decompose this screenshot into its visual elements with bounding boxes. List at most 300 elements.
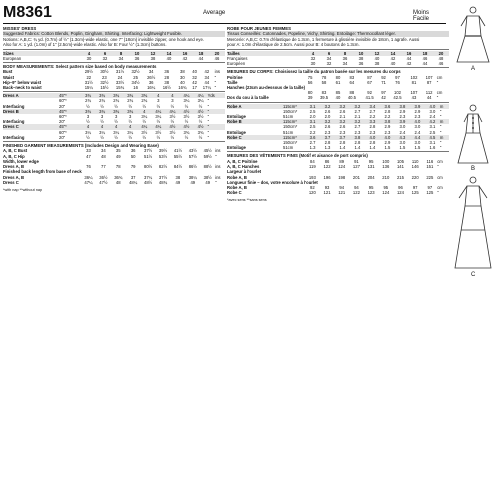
cell-value: 28 <box>164 74 170 80</box>
cell-value: 4.0 <box>380 135 395 140</box>
cell-value: 91 <box>354 158 359 164</box>
cell-value: 4½ <box>165 124 179 129</box>
cell-value: 3.1 <box>429 124 436 130</box>
row-label: Bust <box>3 69 13 75</box>
cell-value: 94 <box>339 184 345 190</box>
row-label: Poitrine <box>227 74 243 80</box>
cell-value: 3 <box>100 114 104 120</box>
cell-value: 2.3 <box>399 114 406 120</box>
cell-value: 105 <box>396 158 404 164</box>
cell-value: 26½ <box>147 74 156 80</box>
cell-value: 4 <box>165 93 179 98</box>
cell-value: 124 <box>338 164 346 170</box>
cell-value: 107 <box>425 74 433 80</box>
cell-value: 53½ <box>158 153 168 159</box>
cell-value: 58 <box>321 79 327 85</box>
cell-value: 64 <box>349 79 355 85</box>
cell-value: 2¾ <box>113 98 120 104</box>
cell-value: 122 <box>323 164 331 170</box>
fabric-width: 51cm <box>283 114 294 120</box>
cell-value: 2.2 <box>309 129 316 135</box>
cell-value: 3¾ <box>197 129 204 135</box>
cell-value: 3 <box>129 114 132 120</box>
unit-label: " <box>439 129 442 135</box>
cell-value: 3¾ <box>123 93 137 98</box>
row-label: Waist <box>3 74 15 80</box>
cell-value: 3.0 <box>429 108 436 114</box>
cell-value: 3.9 <box>395 119 410 124</box>
cell-value: 4.0 <box>425 104 440 109</box>
cell-value: 1.4 <box>339 145 346 151</box>
cell-value: ½ <box>198 103 203 109</box>
cell-value: 4 <box>137 109 151 114</box>
fabric-width: 20" <box>59 134 66 140</box>
cell-value: 93 <box>324 184 330 190</box>
cell-value: 3.8 <box>395 104 410 109</box>
cell-value: 2.4 <box>399 129 406 135</box>
fabric-width: 20" <box>59 119 66 125</box>
unit-label: " <box>207 134 210 140</box>
cell-value: 88½ <box>203 164 212 170</box>
cell-value: 4½ <box>194 124 208 129</box>
cell-value: 59½ <box>203 153 212 159</box>
cell-value: 3.0 <box>414 124 421 130</box>
cell-value: 1.6 <box>429 145 436 151</box>
fabric-width: 60"* <box>59 114 67 120</box>
cell-value: 4¼ <box>165 109 179 114</box>
cell-value: 3.0 <box>399 140 406 146</box>
unit-label: " <box>207 119 210 125</box>
row-label: Robe C <box>227 190 242 196</box>
cell-value: 1.3 <box>309 145 316 151</box>
cell-value: 50 <box>130 153 136 159</box>
finished-measurements-table <box>3 148 225 184</box>
cell-value: ½ <box>170 134 175 140</box>
fabric-width: 150cm* <box>283 108 298 114</box>
cell-value: 3½ <box>141 129 148 135</box>
table-row <box>3 135 225 140</box>
row-label: Entoilage <box>227 114 246 120</box>
cell-value: 35 <box>115 148 121 154</box>
unit-label: cm <box>437 158 443 164</box>
unit-label: cm <box>436 74 443 80</box>
cell-value: 1.3 <box>324 145 331 151</box>
cell-value: 3.2 <box>335 104 350 109</box>
cell-value: 42 <box>192 79 197 85</box>
section-title: MISSES' DRESS <box>3 26 37 31</box>
header <box>3 3 446 24</box>
english-column <box>3 26 225 193</box>
table-row <box>227 145 449 150</box>
cell-value: 2¾ <box>141 98 148 104</box>
cell-value: 2.9 <box>414 108 421 114</box>
cell-value: 2.3 <box>369 129 376 135</box>
cell-value: 3 <box>114 114 118 120</box>
cell-value: 107 <box>410 90 418 96</box>
unit-label: " <box>439 140 442 146</box>
cell-value: ½ <box>86 119 90 125</box>
cell-value: 84 <box>310 158 315 164</box>
body-measurements-title: MESURES DU CORPS: Choisissez la taille du patron basée sur les mesures du corps <box>227 69 401 75</box>
cell-value: 38 <box>175 174 181 180</box>
cell-value: 4 <box>109 124 123 129</box>
cell-value: 102 <box>410 74 418 80</box>
cell-value: 34 <box>148 69 154 75</box>
cell-value: 89 <box>339 158 345 164</box>
fabric-width: 45"* <box>59 93 81 98</box>
cell-value: 94 <box>354 184 359 190</box>
unit-label: cm <box>437 174 443 180</box>
cell-value: 2.7 <box>354 108 361 114</box>
cell-value: ½ <box>128 134 132 140</box>
cell-value: 4½ <box>179 109 193 114</box>
cell-value: 4 <box>151 93 165 98</box>
cell-value: 79 <box>130 164 136 170</box>
cell-value: 77 <box>101 164 106 170</box>
cell-value: ½ <box>184 103 189 109</box>
cell-value: 4.0 <box>410 119 425 124</box>
cell-value: 4 <box>81 124 95 129</box>
row-label: Width, lower edge <box>3 158 39 164</box>
cell-value: 3.8 <box>350 135 365 140</box>
unit-label: ins <box>214 69 221 75</box>
cell-value: 2¾ <box>85 98 91 104</box>
cell-value: 32½ <box>100 79 109 85</box>
cell-value: 3¼ <box>155 114 162 120</box>
cell-value: 4¼ <box>179 93 193 98</box>
unit-label: cm <box>436 90 443 96</box>
cell-value: 3.2 <box>335 119 350 124</box>
cell-value: 92 <box>367 90 372 96</box>
cell-value: 220 <box>411 174 419 180</box>
fabric-width: 115cm* <box>283 135 305 140</box>
cell-value: ½ <box>198 134 203 140</box>
unit-label: " <box>436 95 439 101</box>
unit-label: " <box>439 108 442 114</box>
cell-value: 116 <box>426 158 434 164</box>
cell-value: 84½ <box>173 164 182 170</box>
cell-value: 44 <box>426 95 432 101</box>
cell-value: 2.6 <box>324 108 331 114</box>
row-label: Back–neck to waist <box>3 85 42 91</box>
cell-value: 30½ <box>100 69 109 75</box>
cell-value: 3 <box>171 98 174 104</box>
cell-value: ½ <box>142 119 147 125</box>
finished-measurements-table <box>227 159 449 195</box>
cell-value: 48 <box>115 179 121 185</box>
cell-value: 4.0 <box>365 135 380 140</box>
difficulty-french: Moins Facile <box>413 10 430 22</box>
cell-value: 61 <box>335 79 341 85</box>
cell-value: 38¼ <box>188 174 197 180</box>
cell-value: 76 <box>395 79 400 85</box>
cell-value: 34½ <box>131 79 140 85</box>
cell-value: 16¾ <box>178 85 187 91</box>
unit-label: " <box>207 103 210 109</box>
row-label: Dress C <box>3 124 59 129</box>
row-label: A, B, C Bust <box>3 148 28 154</box>
cell-value: 51½ <box>144 153 153 159</box>
figure-label-b: B <box>471 166 476 172</box>
unit-label: ins <box>215 174 221 180</box>
cell-value: 125 <box>411 190 419 196</box>
cell-value: 2.1 <box>354 114 361 120</box>
cell-value: 3.6 <box>305 135 320 140</box>
cell-value: 42 <box>381 95 386 101</box>
cell-value: 16¼ <box>147 85 156 91</box>
cell-value: 31½ <box>115 69 125 75</box>
cell-value: 3¼ <box>141 114 148 120</box>
cell-value: 4½ <box>179 124 193 129</box>
unit-label: " <box>214 79 217 85</box>
unit-label: m <box>440 135 449 140</box>
yardage-table <box>227 104 449 151</box>
cell-value: 3.1 <box>429 140 436 146</box>
cell-value: 3.8 <box>380 119 395 124</box>
cell-value: 136 <box>382 164 390 170</box>
unit-label: " <box>215 179 217 185</box>
unit-label: m <box>440 119 449 124</box>
fabric-width: 115cm* <box>283 119 305 124</box>
cell-value: 87 <box>367 74 372 80</box>
cell-value: 127 <box>352 164 360 170</box>
difficulty-english: Average <box>203 10 226 16</box>
row-label: Entoilage <box>227 145 246 151</box>
cell-value: 33 <box>86 148 91 154</box>
row-label: Taille <box>227 79 238 85</box>
cell-value: 37½ <box>144 148 153 154</box>
unit-label: " <box>439 124 442 130</box>
row-label: Dress A <box>3 93 59 98</box>
cell-value: 82½ <box>158 164 168 170</box>
cell-value: 38½ <box>203 174 212 180</box>
cell-value: 2.4 <box>429 114 436 120</box>
cell-value: 3¼ <box>127 129 134 135</box>
unit-label: " <box>437 164 439 170</box>
cell-value: 196 <box>323 174 331 180</box>
cell-value: 34 <box>204 74 210 80</box>
cell-value: 110 <box>411 158 419 164</box>
cell-value: 3¾ <box>109 93 123 98</box>
cell-value: 1.4 <box>354 145 361 151</box>
cell-value: 4 <box>95 124 109 129</box>
cell-value: 49 <box>190 179 196 185</box>
cell-value: 45½ <box>203 148 212 154</box>
cell-value: 36¼ <box>84 174 93 180</box>
cell-value: 32½ <box>131 69 140 75</box>
cell-value: ½ <box>100 103 104 109</box>
pattern-code: M8361 <box>3 4 52 21</box>
cell-value: 49 <box>205 179 211 185</box>
cell-value: 100 <box>382 158 390 164</box>
cell-value: ½ <box>184 119 189 125</box>
cell-value: 41½ <box>173 148 182 154</box>
row-label: Interfacing <box>3 134 25 140</box>
cell-value: 2¾ <box>127 98 134 104</box>
cell-value: 48¼ <box>129 179 138 185</box>
cell-value: 36½ <box>99 174 108 180</box>
row-label: Robe C <box>227 135 283 140</box>
unit-label: " <box>439 145 442 151</box>
cell-value: 30 <box>180 74 185 80</box>
cell-value: 2.8 <box>354 140 361 146</box>
cell-value: 1.4 <box>369 145 376 151</box>
unit-label: " <box>207 114 210 120</box>
cell-value: 40 <box>180 79 185 85</box>
cell-value: 2.5 <box>309 124 316 130</box>
cell-value: 39 <box>307 95 313 101</box>
cell-value: 2.0 <box>324 114 331 120</box>
cell-value: 1.5 <box>414 145 421 151</box>
cell-value: 81 <box>411 79 417 85</box>
cell-value: ½ <box>170 103 175 109</box>
fabric-width: 115cm* <box>283 104 305 109</box>
cell-value: 25 <box>133 74 138 80</box>
cell-value: ½ <box>128 119 132 125</box>
cell-value: 2.1 <box>339 114 346 120</box>
figure-label-a: A <box>471 66 476 72</box>
cell-value: 67 <box>367 79 372 85</box>
cell-value: 131 <box>367 164 375 170</box>
cell-value: 40 <box>335 95 341 101</box>
cell-value: 3¾ <box>123 109 137 114</box>
cell-value: 3¼ <box>197 98 204 104</box>
cell-value: 4¼ <box>151 124 165 129</box>
cell-value: 86½ <box>188 164 197 170</box>
cell-value: 3 <box>86 114 90 120</box>
cell-value: 15¼ <box>84 85 93 91</box>
cell-value: 37¼ <box>144 174 153 180</box>
cell-value: 43½ <box>188 148 197 154</box>
cell-value: 47¼ <box>84 179 93 185</box>
cell-value: 2.9 <box>384 124 391 130</box>
cell-value: 2.7 <box>309 140 316 146</box>
cell-value: 96 <box>398 184 403 190</box>
cell-value: 3.0 <box>399 124 406 130</box>
cell-value: 3½ <box>197 114 204 120</box>
cell-value: 42 <box>204 69 210 75</box>
cell-value: 215 <box>396 174 404 180</box>
fabric-width: 60"* <box>59 129 67 135</box>
cell-value: 40 <box>192 69 197 75</box>
cell-value: 2.3 <box>414 114 421 120</box>
cell-value: 87 <box>426 79 432 85</box>
cell-value: 48 <box>101 153 106 159</box>
cell-value: 2.7 <box>354 124 361 130</box>
row-label: Interfacing <box>3 119 25 125</box>
cell-value: 3½ <box>183 114 190 120</box>
cell-value: 83 <box>349 74 355 80</box>
fabric-width: 150cm* <box>283 124 298 130</box>
cell-value: 55½ <box>173 153 182 159</box>
section-title: ROBE POUR JEUNES FEMMES <box>227 26 291 31</box>
figure-label-c: C <box>471 272 476 278</box>
cell-value: 29½ <box>84 69 93 75</box>
fabrics-text: Suggested Fabrics: Cotton Blends, Poplin, Gingham, Shirting. Interfacing: Lightweight Fusible. <box>3 31 225 36</box>
cell-value: 3.4 <box>365 104 380 109</box>
cell-value: 121 <box>338 190 346 196</box>
notions-text: Mercerie: A,B,C: 0.7m d'élastique de 1.3cm, 1 fermeture à glissière invisible de 18cm, 1 agrafe. Aussi <box>227 36 420 42</box>
cell-value: 16½ <box>162 85 171 91</box>
row-label: Robe A, B <box>227 184 247 190</box>
cell-value: 85 <box>335 90 341 96</box>
cell-value: ½ <box>100 119 104 125</box>
cell-value: 3.7 <box>320 135 335 140</box>
cell-value: 4.5 <box>425 135 440 140</box>
cell-value: 2.3 <box>339 129 346 135</box>
cell-value: 119 <box>309 164 316 170</box>
cell-value: 3 <box>157 98 160 104</box>
cell-value: 34 <box>101 148 106 154</box>
garment-illustrations <box>447 0 500 300</box>
cell-value: 4.2 <box>425 119 440 124</box>
cell-value: 95 <box>368 184 374 190</box>
cell-value: 56 <box>307 79 313 85</box>
notions-text: Notions: A,B,C: ¾ yd. (0.7m) of ½" (1.3cm)-wide elastic, one 7" (18cm) invisible zipper, one hook and eye. <box>3 36 205 42</box>
cell-value: 2.6 <box>324 124 331 130</box>
cell-value: ½ <box>142 103 147 109</box>
cell-value: 36 <box>130 148 136 154</box>
cell-value: 225 <box>426 174 434 180</box>
unit-label: m <box>440 104 449 109</box>
european-label: European <box>3 55 22 61</box>
row-label: Hip–9" below waist <box>3 79 42 85</box>
cell-value: 3¾ <box>81 93 95 98</box>
footnote: *avec sens **sans sens <box>227 198 267 203</box>
cell-value: 31½ <box>84 79 93 85</box>
row-label: Dress A, B <box>3 174 25 180</box>
cell-value: 121 <box>323 190 331 196</box>
cell-value: 3½ <box>155 129 162 135</box>
cell-value: 2.3 <box>354 129 361 135</box>
cell-value: 49 <box>175 179 181 185</box>
cell-value: 3¾ <box>95 109 109 114</box>
row-label: Hanches (23cm au-dessous de la taille) <box>227 85 305 91</box>
row-label: Interfacing <box>3 103 25 109</box>
cell-value: 39.5 <box>319 95 329 101</box>
cell-value: ½ <box>156 134 161 140</box>
cell-value: 86 <box>324 158 330 164</box>
cell-value: 1.5 <box>399 145 406 151</box>
row-label: Dos du cou à la taille <box>227 95 269 101</box>
body-measurements-table <box>3 69 225 90</box>
cell-value: 36¾ <box>114 174 123 180</box>
cell-value: 4¼ <box>194 93 208 98</box>
cell-value: 3.1 <box>305 119 320 124</box>
cell-value: 15½ <box>100 85 109 91</box>
cell-value: 32 <box>192 74 197 80</box>
cell-value: 151 <box>426 164 434 170</box>
row-label: A, B, C Hip <box>3 153 25 159</box>
cell-value: 42.5 <box>393 95 402 101</box>
cell-value: ½ <box>156 103 161 109</box>
cell-value: 3.9 <box>410 104 425 109</box>
also-text: pour A: 1.0m d'élastique de 2.5cm. Aussi pour B: 4 boutons de 1.3cm. <box>227 42 360 48</box>
fabric-width: 51cm <box>283 145 294 151</box>
cell-value: 48½ <box>144 179 153 185</box>
table-row <box>227 190 449 195</box>
cell-value: 3.0 <box>414 140 421 146</box>
cell-value: 49 <box>115 153 121 159</box>
cell-value: 71 <box>381 79 386 85</box>
cell-value: 88 <box>349 90 355 96</box>
unit-label: ins <box>215 148 221 154</box>
unit-label: " <box>208 109 225 114</box>
cell-value: 15¾ <box>115 85 125 91</box>
cell-value: 1.5 <box>384 145 391 151</box>
cell-value: 47½ <box>99 179 108 185</box>
cell-value: 37½ <box>158 174 168 180</box>
